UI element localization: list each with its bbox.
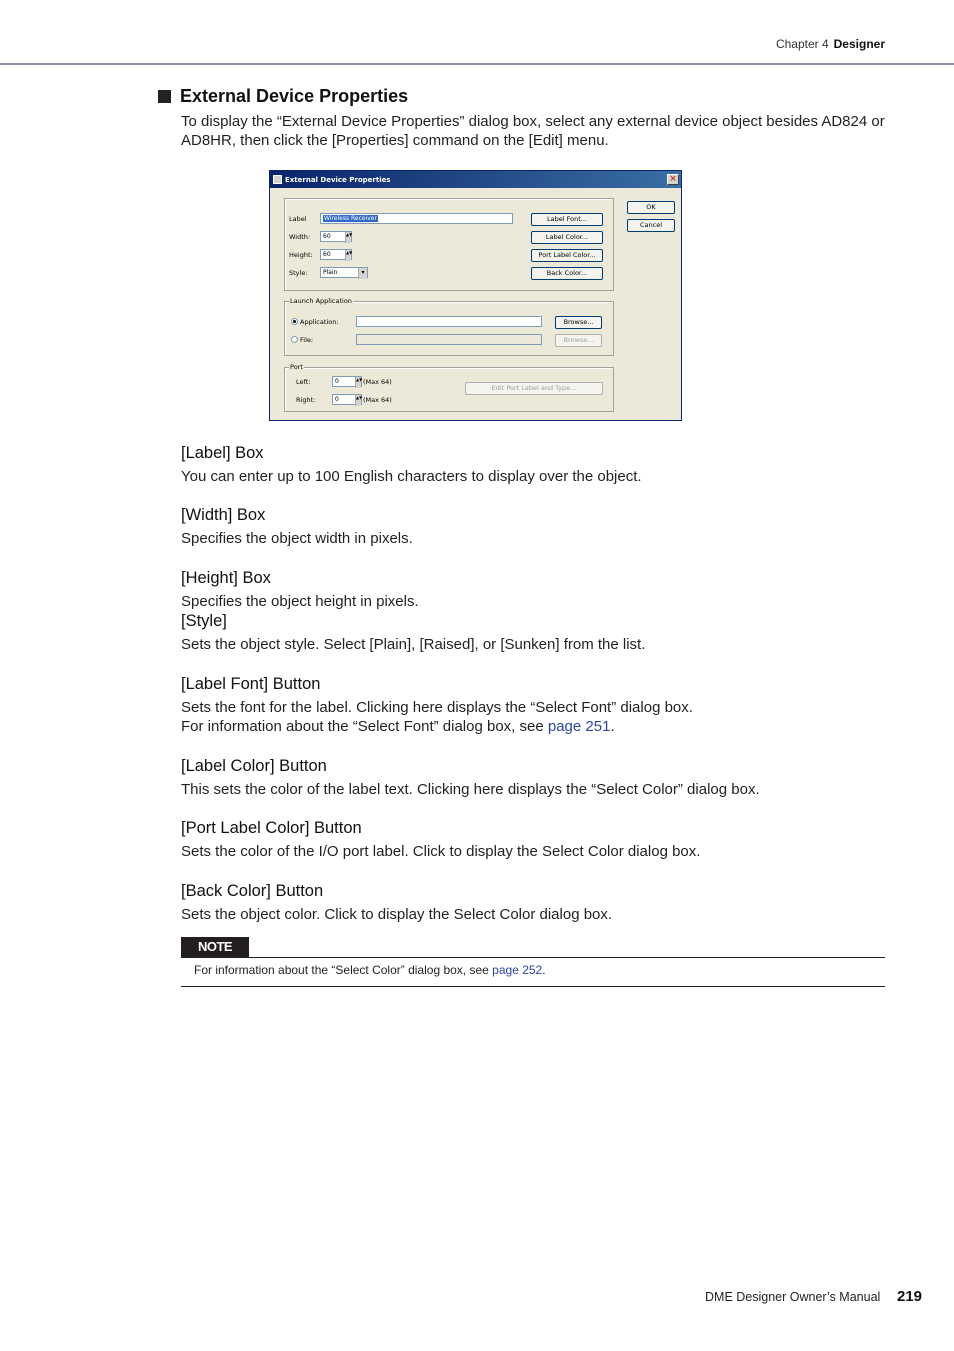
port-group — [284, 363, 614, 412]
app-icon — [273, 175, 282, 184]
ok-button[interactable]: OK — [627, 201, 675, 214]
label-color-button[interactable]: Label Color... — [531, 231, 603, 244]
note-rule-bottom — [181, 986, 885, 987]
right-port-value: 0 — [335, 396, 339, 403]
item-text: Specifies the object height in pixels. — [181, 593, 419, 610]
height-input-value: 60 — [323, 251, 331, 258]
note-text — [194, 963, 546, 977]
footer-manual-title: DME Designer Owner’s Manual — [705, 1290, 881, 1304]
back-color-button[interactable]: Back Color... — [531, 267, 603, 280]
style-select-value: Plain — [323, 269, 338, 276]
browse-application-button[interactable]: Browse... — [555, 316, 602, 329]
header-rule — [0, 63, 954, 65]
right-port-label: Right: — [296, 396, 316, 404]
left-port-label: Left: — [296, 378, 311, 386]
label-input-value: Wireless Receiver — [324, 215, 377, 222]
item-text: Sets the color of the I/O port label. Click to display the Select Color dialog box. — [181, 843, 701, 860]
chapter-label: Chapter 4 — [775, 37, 829, 51]
application-radio[interactable] — [291, 318, 298, 325]
external-device-properties-dialog — [269, 170, 682, 421]
dialog-title: External Device Properties — [285, 175, 391, 184]
footer-page-number: 219 — [897, 1288, 923, 1305]
port-label-color-button[interactable]: Port Label Color... — [531, 249, 603, 262]
item-text: Specifies the object width in pixels. — [181, 530, 413, 547]
chapter-header — [776, 37, 885, 51]
dialog-title-bar — [270, 171, 681, 188]
note-text-after: . — [542, 963, 546, 977]
cancel-button[interactable]: Cancel — [627, 219, 675, 232]
item-text: Sets the object color. Click to display the Select Color dialog box. — [181, 906, 613, 923]
left-port-input[interactable] — [332, 376, 362, 387]
item-heading: [Label Color] Button — [181, 757, 327, 775]
section-title — [158, 86, 408, 107]
square-bullet-icon — [158, 90, 171, 103]
item-heading: [Style] — [181, 612, 227, 630]
spin-arrows-icon[interactable]: ▲▼ — [355, 395, 361, 406]
spin-arrows-icon[interactable]: ▲▼ — [345, 232, 351, 243]
right-port-input[interactable] — [332, 394, 362, 405]
browse-file-button[interactable]: Browse... — [555, 334, 602, 347]
item-heading: [Back Color] Button — [181, 882, 324, 900]
application-label: Application: — [300, 318, 339, 326]
item-heading: [Label] Box — [181, 444, 264, 462]
file-path-input[interactable] — [356, 334, 542, 345]
note-page-link[interactable]: page 252 — [492, 963, 543, 977]
item-text-line2-after: . — [610, 718, 615, 735]
height-field-label: Height: — [289, 251, 313, 259]
launch-application-group — [284, 297, 614, 356]
port-legend: Port — [290, 363, 303, 371]
item-text: This sets the color of the label text. Clicking here displays the “Select Color” dialog box. — [181, 781, 760, 798]
item-text-line2 — [181, 717, 891, 736]
width-input-value: 60 — [323, 233, 331, 240]
appearance-group — [284, 198, 614, 291]
page-link[interactable]: page 251 — [547, 718, 611, 735]
edit-port-label-button[interactable]: Edit Port Label and Type... — [465, 382, 603, 395]
item-heading: [Label Font] Button — [181, 675, 321, 693]
item-text-line2-content: For information about the “Select Font” dialog box, see — [181, 718, 544, 735]
launch-application-legend: Launch Application — [290, 297, 352, 305]
section-title-text: External Device Properties — [180, 86, 409, 106]
chapter-section: Designer — [833, 37, 885, 51]
item-heading: [Height] Box — [181, 569, 271, 587]
item-heading: [Width] Box — [181, 506, 266, 524]
chevron-down-icon[interactable]: ▾ — [358, 268, 367, 279]
left-port-value: 0 — [335, 378, 339, 385]
right-port-max: (Max 64) — [363, 396, 392, 404]
file-label: File: — [300, 336, 314, 344]
note-text-content: For information about the “Select Color” dialog box, see — [194, 963, 489, 977]
intro-paragraph: To display the “External Device Properties” dialog box, select any external device object besides AD824 or AD8HR, then click the [Properties] command on the [Edit] menu. — [181, 113, 885, 149]
style-field-label: Style: — [289, 269, 308, 277]
label-font-button[interactable]: Label Font... — [531, 213, 603, 226]
item-text: Sets the object style. Select [Plain], [Raised], or [Sunken] from the list. — [181, 636, 646, 653]
style-select[interactable] — [320, 267, 368, 278]
spin-arrows-icon[interactable]: ▲▼ — [355, 377, 361, 388]
item-text: You can enter up to 100 English characters to display over the object. — [181, 468, 642, 485]
width-input[interactable] — [320, 231, 352, 242]
note-rule-top — [181, 957, 885, 958]
item-heading: [Port Label Color] Button — [181, 819, 362, 837]
note-badge: NOTE — [181, 937, 249, 957]
height-input[interactable] — [320, 249, 352, 260]
application-path-input[interactable] — [356, 316, 542, 327]
file-radio[interactable] — [291, 336, 298, 343]
label-input[interactable] — [320, 213, 513, 224]
item-text: Sets the font for the label. Clicking here displays the “Select Font” dialog box. — [181, 699, 693, 716]
label-field-label: Label — [289, 215, 307, 223]
close-icon[interactable]: × — [667, 174, 679, 185]
spin-arrows-icon[interactable]: ▲▼ — [345, 250, 351, 261]
left-port-max: (Max 64) — [363, 378, 392, 386]
width-field-label: Width: — [289, 233, 311, 241]
